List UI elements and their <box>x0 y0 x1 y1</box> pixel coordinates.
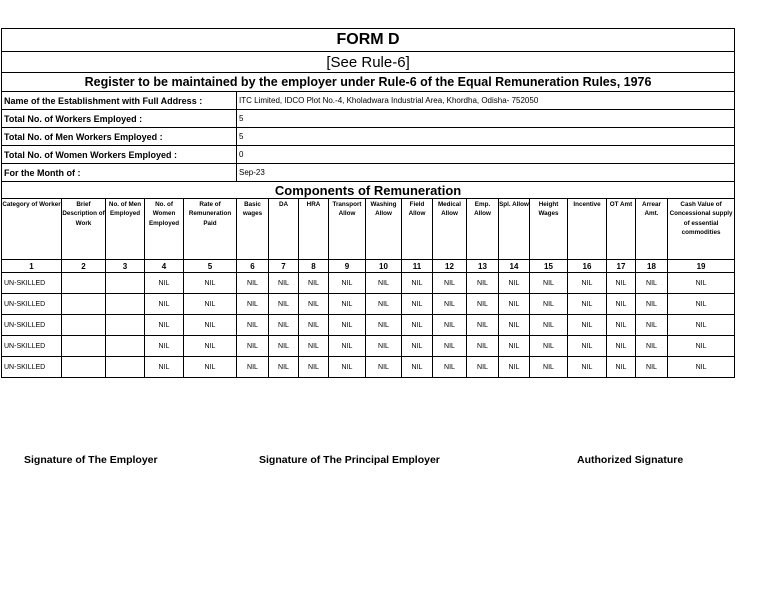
table-cell: NIL <box>568 273 607 294</box>
table-cell: NIL <box>467 336 499 357</box>
column-header: Washing Allow <box>366 199 402 260</box>
column-header: Incentive <box>568 199 607 260</box>
table-cell: NIL <box>184 273 237 294</box>
column-number: 18 <box>636 260 668 273</box>
table-cell <box>106 273 145 294</box>
column-number: 3 <box>106 260 145 273</box>
table-cell: NIL <box>145 336 184 357</box>
table-cell: NIL <box>237 315 269 336</box>
men-workers-value: 5 <box>237 128 735 146</box>
table-cell: NIL <box>269 294 299 315</box>
establishment-value: ITC Limited, IDCO Plot No.-4, Kholadwara Industrial Area, Khordha, Odisha- 752050 <box>237 92 735 110</box>
table-cell: NIL <box>530 273 568 294</box>
table-cell: NIL <box>668 315 735 336</box>
column-header: Height Wages <box>530 199 568 260</box>
column-header: Rate of Remuneration Paid <box>184 199 237 260</box>
table-cell: NIL <box>530 294 568 315</box>
column-header: DA <box>269 199 299 260</box>
column-number: 13 <box>467 260 499 273</box>
table-cell: NIL <box>237 273 269 294</box>
table-row <box>2 294 735 315</box>
month-label: For the Month of : <box>2 164 237 182</box>
table-cell: NIL <box>402 357 433 378</box>
table-cell: NIL <box>499 336 530 357</box>
men-workers-label: Total No. of Men Workers Employed : <box>2 128 237 146</box>
table-cell: NIL <box>184 336 237 357</box>
column-header: OT Amt <box>607 199 636 260</box>
column-number: 11 <box>402 260 433 273</box>
form-subtitle: [See Rule-6] <box>2 52 735 73</box>
column-header: Arrear Amt. <box>636 199 668 260</box>
worker-category-cell: UN-SKILLED <box>2 315 62 336</box>
authorized-signature-label: Authorized Signature <box>577 454 684 466</box>
worker-category-cell: UN-SKILLED <box>2 336 62 357</box>
women-workers-value: 0 <box>237 146 735 164</box>
register-heading: Register to be maintained by the employer under Rule-6 of the Equal Remuneration Rules, 1976 <box>2 73 735 92</box>
table-cell <box>106 294 145 315</box>
table-cell: NIL <box>668 273 735 294</box>
column-number: 9 <box>329 260 366 273</box>
table-cell: NIL <box>607 294 636 315</box>
column-number: 10 <box>366 260 402 273</box>
table-cell: NIL <box>184 294 237 315</box>
table-cell: NIL <box>299 294 329 315</box>
table-cell: NIL <box>467 315 499 336</box>
table-cell: NIL <box>402 273 433 294</box>
total-workers-label: Total No. of Workers Employed : <box>2 110 237 128</box>
table-cell: NIL <box>668 336 735 357</box>
worker-category-cell: UN-SKILLED <box>2 294 62 315</box>
table-cell: NIL <box>607 315 636 336</box>
table-cell: NIL <box>433 315 467 336</box>
table-cell: NIL <box>568 315 607 336</box>
table-cell: NIL <box>184 357 237 378</box>
column-number: 1 <box>2 260 62 273</box>
table-cell: NIL <box>237 336 269 357</box>
table-cell: NIL <box>145 315 184 336</box>
table-cell: NIL <box>269 315 299 336</box>
table-cell: NIL <box>145 273 184 294</box>
month-value: Sep-23 <box>237 164 735 182</box>
column-number: 8 <box>299 260 329 273</box>
column-header: Category of Worker <box>2 199 62 260</box>
table-row <box>2 336 735 357</box>
column-header: HRA <box>299 199 329 260</box>
table-cell: NIL <box>402 315 433 336</box>
column-header: Spl. Allow <box>499 199 530 260</box>
column-number: 16 <box>568 260 607 273</box>
table-cell: NIL <box>636 357 668 378</box>
table-cell: NIL <box>145 357 184 378</box>
table-cell: NIL <box>433 357 467 378</box>
table-cell: NIL <box>329 273 366 294</box>
table-cell <box>62 336 106 357</box>
column-header: Cash Value of Concessional supply of essential commodities <box>668 199 735 260</box>
table-cell: NIL <box>636 294 668 315</box>
table-cell: NIL <box>636 336 668 357</box>
table-cell <box>62 294 106 315</box>
column-header: Field Allow <box>402 199 433 260</box>
column-header: Emp. Allow <box>467 199 499 260</box>
form-d-table <box>1 28 735 378</box>
table-cell: NIL <box>329 315 366 336</box>
table-cell: NIL <box>237 357 269 378</box>
column-number: 7 <box>269 260 299 273</box>
table-cell: NIL <box>668 357 735 378</box>
table-cell: NIL <box>433 273 467 294</box>
table-cell <box>62 357 106 378</box>
table-cell: NIL <box>607 336 636 357</box>
form-title: FORM D <box>2 29 735 52</box>
table-cell <box>62 273 106 294</box>
table-cell <box>106 357 145 378</box>
column-number: 2 <box>62 260 106 273</box>
column-number: 5 <box>184 260 237 273</box>
table-cell: NIL <box>366 336 402 357</box>
table-cell: NIL <box>366 294 402 315</box>
table-cell: NIL <box>329 336 366 357</box>
table-cell: NIL <box>636 315 668 336</box>
principal-employer-signature-label: Signature of The Principal Employer <box>259 454 440 466</box>
table-cell: NIL <box>636 273 668 294</box>
table-cell: NIL <box>568 294 607 315</box>
column-number: 19 <box>668 260 735 273</box>
table-cell: NIL <box>329 357 366 378</box>
table-cell: NIL <box>299 315 329 336</box>
table-cell: NIL <box>269 273 299 294</box>
table-cell: NIL <box>499 315 530 336</box>
employer-signature-label: Signature of The Employer <box>24 454 158 466</box>
column-header: No. of Men Employed <box>106 199 145 260</box>
table-cell: NIL <box>184 315 237 336</box>
table-cell: NIL <box>607 357 636 378</box>
table-cell: NIL <box>499 357 530 378</box>
table-row <box>2 315 735 336</box>
table-cell: NIL <box>467 294 499 315</box>
column-header: Medical Allow <box>433 199 467 260</box>
table-cell: NIL <box>402 336 433 357</box>
column-number: 6 <box>237 260 269 273</box>
column-header: Brief Description of Work <box>62 199 106 260</box>
table-cell: NIL <box>530 357 568 378</box>
column-number: 12 <box>433 260 467 273</box>
table-cell: NIL <box>607 273 636 294</box>
column-number: 14 <box>499 260 530 273</box>
table-cell: NIL <box>530 336 568 357</box>
table-cell: NIL <box>237 294 269 315</box>
women-workers-label: Total No. of Women Workers Employed : <box>2 146 237 164</box>
total-workers-value: 5 <box>237 110 735 128</box>
table-cell: NIL <box>366 315 402 336</box>
table-cell: NIL <box>568 336 607 357</box>
worker-category-cell: UN-SKILLED <box>2 273 62 294</box>
table-cell: NIL <box>568 357 607 378</box>
column-number-row <box>2 260 735 273</box>
column-header: No. of Women Employed <box>145 199 184 260</box>
table-cell: NIL <box>299 273 329 294</box>
table-cell <box>106 315 145 336</box>
table-cell: NIL <box>467 273 499 294</box>
column-number: 4 <box>145 260 184 273</box>
table-cell: NIL <box>329 294 366 315</box>
table-cell: NIL <box>433 336 467 357</box>
column-header: Transport Allow <box>329 199 366 260</box>
table-row <box>2 357 735 378</box>
components-heading: Components of Remuneration <box>2 182 735 199</box>
table-row <box>2 273 735 294</box>
establishment-label: Name of the Establishment with Full Address : <box>2 92 237 110</box>
column-header-row <box>2 199 735 260</box>
table-cell: NIL <box>145 294 184 315</box>
table-cell: NIL <box>299 336 329 357</box>
table-cell: NIL <box>366 273 402 294</box>
table-cell: NIL <box>402 294 433 315</box>
table-cell: NIL <box>530 315 568 336</box>
table-cell <box>62 315 106 336</box>
table-cell: NIL <box>299 357 329 378</box>
table-cell: NIL <box>366 357 402 378</box>
table-cell: NIL <box>668 294 735 315</box>
column-header: Basic wages <box>237 199 269 260</box>
column-number: 15 <box>530 260 568 273</box>
worker-category-cell: UN-SKILLED <box>2 357 62 378</box>
table-cell: NIL <box>467 357 499 378</box>
table-cell <box>106 336 145 357</box>
column-number: 17 <box>607 260 636 273</box>
table-cell: NIL <box>499 294 530 315</box>
table-cell: NIL <box>433 294 467 315</box>
table-cell: NIL <box>269 336 299 357</box>
table-cell: NIL <box>269 357 299 378</box>
table-cell: NIL <box>499 273 530 294</box>
